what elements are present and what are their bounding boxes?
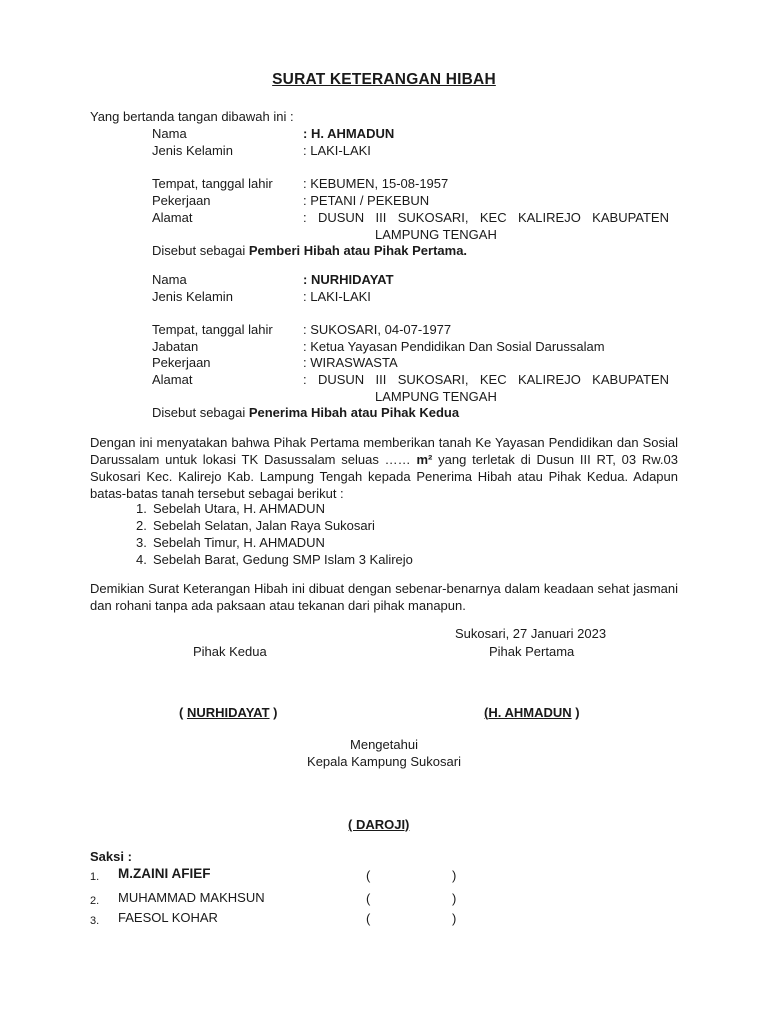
witness-sign-open: ( (366, 868, 371, 883)
party1-designation-prefix: Disebut sebagai (152, 243, 249, 258)
statement-part2: yang terletak di Dusun III RT, 03 Rw.03 Sukosari Kec. Kalirejo Kab. Lampung Tengah kepada Penerima Hibah atau Pihak Kedua. Adapun batas-batas tanah tersebut sebagai berikut : (90, 452, 678, 501)
witness-sign-close: ) (452, 891, 457, 906)
signer-left-role: Pihak Kedua (193, 644, 267, 659)
party1-job-value: : PETANI / PEKEBUN (303, 193, 430, 208)
boundary-number: 3. (136, 535, 147, 550)
acknowledge-line1: Mengetahui (350, 737, 418, 752)
witness-number: 1. (90, 871, 100, 883)
signer-right-name-text: H. AHMADUN (488, 705, 572, 720)
boundary-number: 2. (136, 518, 147, 533)
party2-gender-value: : LAKI-LAKI (303, 289, 371, 304)
party1-job-label: Pekerjaan (152, 193, 211, 208)
party2-birth-value: : SUKOSARI, 04-07-1977 (303, 322, 452, 337)
party2-designation-role: Penerima Hibah atau Pihak Kedua (248, 405, 460, 420)
intro-text: Yang bertanda tangan dibawah ini : (90, 109, 294, 124)
witness-number: 2. (90, 895, 100, 907)
witness-name: FAESOL KOHAR (118, 910, 218, 925)
boundary-item: Sebelah Timur, H. AHMADUN (153, 535, 325, 550)
village-head-name: ( DAROJI) (348, 817, 410, 832)
party2-designation-prefix: Disebut sebagai (152, 405, 249, 420)
witness-sign-close: ) (452, 911, 457, 926)
paren-open: ( (179, 705, 187, 720)
statement-part1: Dengan ini menyatakan bahwa Pihak Pertama memberikan tanah Ke Yayasan Pendidikan dan Sosial Darussalam untuk lokasi TK Dasussalam seluas …… (90, 435, 678, 467)
signer-left-name (179, 705, 278, 721)
witness-heading: Saksi : (90, 849, 132, 864)
witness-sign-close: ) (452, 868, 457, 883)
party2-address-continued: LAMPUNG TENGAH (375, 389, 497, 404)
paren-open: ( (484, 705, 489, 720)
party1-birth-label: Tempat, tanggal lahir (152, 176, 273, 191)
area-unit: m² (416, 452, 433, 467)
boundary-number: 4. (136, 552, 147, 567)
signer-right-name (484, 705, 580, 721)
party2-designation (152, 405, 459, 421)
boundary-item: Sebelah Barat, Gedung SMP Islam 3 Kalirejo (153, 552, 413, 567)
paren-close: ) (571, 705, 580, 720)
document-title: SURAT KETERANGAN HIBAH (272, 71, 496, 88)
boundary-number: 1. (136, 501, 147, 516)
party1-birth-value: : KEBUMEN, 15-08-1957 (303, 176, 449, 191)
acknowledge-line2: Kepala Kampung Sukosari (307, 754, 461, 769)
witness-name: M.ZAINI AFIEF (118, 866, 211, 881)
boundary-item: Sebelah Selatan, Jalan Raya Sukosari (153, 518, 375, 533)
place-date: Sukosari, 27 Januari 2023 (455, 626, 607, 641)
party1-gender-label: Jenis Kelamin (152, 143, 233, 158)
party1-address-value: : DUSUN III SUKOSARI, KEC KALIREJO KABUPATEN (303, 210, 669, 225)
witness-sign-open: ( (366, 891, 371, 906)
party2-position-value: : Ketua Yayasan Pendidikan Dan Sosial Darussalam (303, 339, 605, 354)
party1-gender-value: : LAKI-LAKI (303, 143, 371, 158)
paren-close: ) (269, 705, 278, 720)
closing-paragraph: Demikian Surat Keterangan Hibah ini dibuat dengan sebenar-benarnya dalam keadaan sehat jasmani dan rohani tanpa ada paksaan atau tekanan dari pihak manapun. (90, 581, 678, 613)
party2-job-label: Pekerjaan (152, 355, 211, 370)
party2-address-label: Alamat (152, 372, 193, 387)
witness-number: 3. (90, 915, 100, 927)
party2-birth-label: Tempat, tanggal lahir (152, 322, 273, 337)
witness-sign-open: ( (366, 911, 371, 926)
party1-name-label: Nama (152, 126, 187, 141)
signer-right-role: Pihak Pertama (489, 644, 575, 659)
signer-left-name-text: NURHIDAYAT (186, 705, 270, 720)
party2-job-value: : WIRASWASTA (303, 355, 398, 370)
witness-name: MUHAMMAD MAKHSUN (118, 890, 265, 905)
party1-designation (152, 243, 467, 259)
party1-name-value: : H. AHMADUN (303, 126, 395, 141)
party2-gender-label: Jenis Kelamin (152, 289, 233, 304)
party2-name-value: : NURHIDAYAT (303, 272, 394, 287)
party1-address-label: Alamat (152, 210, 193, 225)
party2-position-label: Jabatan (152, 339, 199, 354)
statement-paragraph (90, 434, 678, 502)
party1-designation-role: Pemberi Hibah atau Pihak Pertama. (248, 243, 468, 258)
boundary-item: Sebelah Utara, H. AHMADUN (153, 501, 325, 516)
party2-address-value: : DUSUN III SUKOSARI, KEC KALIREJO KABUPATEN (303, 372, 669, 387)
party1-address-continued: LAMPUNG TENGAH (375, 227, 497, 242)
party2-name-label: Nama (152, 272, 187, 287)
